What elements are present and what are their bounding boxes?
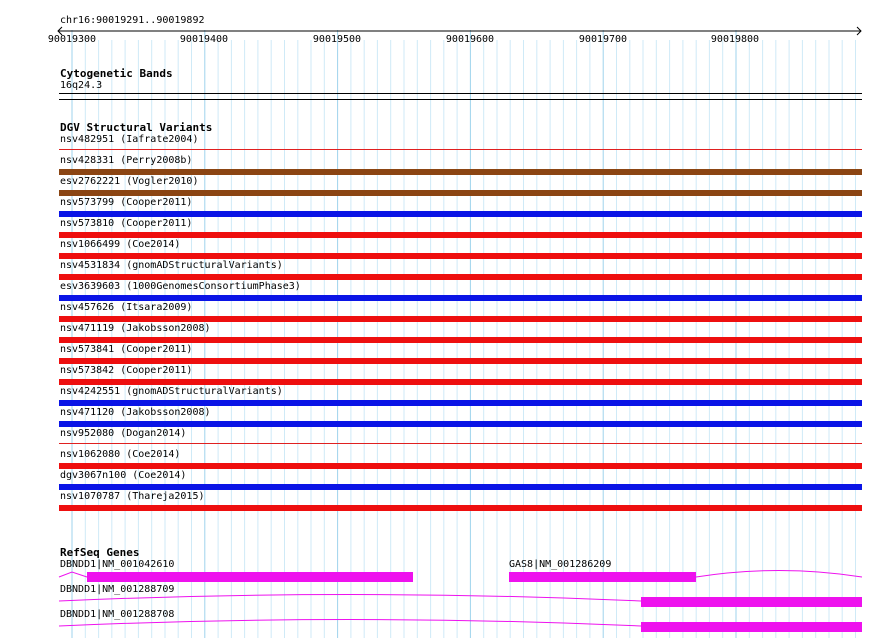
variant-label: dgv3067n100 (Coe2014) <box>60 470 187 481</box>
ruler-tick: 90019600 <box>445 34 495 45</box>
variant-label: nsv573842 (Cooper2011) <box>60 365 193 376</box>
variant-bar[interactable] <box>59 190 862 196</box>
ruler-tick: 90019400 <box>179 34 229 45</box>
variant-bar[interactable] <box>59 149 862 150</box>
variant-label: nsv1062080 (Coe2014) <box>60 449 181 460</box>
dgv-track-title: DGV Structural Variants <box>60 121 213 134</box>
variant-bar[interactable] <box>59 463 862 469</box>
variant-bar[interactable] <box>59 421 862 427</box>
variant-bar[interactable] <box>59 358 862 364</box>
variant-label: nsv1066499 (Coe2014) <box>60 239 181 250</box>
variant-label: nsv573799 (Cooper2011) <box>60 197 193 208</box>
variant-label: nsv482951 (Iafrate2004) <box>60 134 199 145</box>
track-divider <box>59 99 862 100</box>
variant-label: nsv471120 (Jakobsson2008) <box>60 407 211 418</box>
refseq-track-title: RefSeq Genes <box>60 546 140 559</box>
gene-exon-DBNDD1-NM_001288708[interactable] <box>641 622 862 632</box>
gene-label: DBNDD1|NM_001288708 <box>60 609 175 620</box>
variant-bar[interactable] <box>59 400 862 406</box>
variant-label: nsv471119 (Jakobsson2008) <box>60 323 211 334</box>
cytogenetic-bands-title: Cytogenetic Bands <box>60 67 173 80</box>
ruler-tick: 90019500 <box>312 34 362 45</box>
variant-label: nsv4242551 (gnomADStructuralVariants) <box>60 386 283 397</box>
variant-bar[interactable] <box>59 274 862 280</box>
location-label: chr16:90019291..90019892 <box>60 15 205 26</box>
variant-bar[interactable] <box>59 169 862 175</box>
variant-bar[interactable] <box>59 316 862 322</box>
variant-label: nsv573810 (Cooper2011) <box>60 218 193 229</box>
variant-bar[interactable] <box>59 211 862 217</box>
gene-exon-GAS8-NM_001286209[interactable] <box>509 572 696 582</box>
variant-bar[interactable] <box>59 337 862 343</box>
variant-bar[interactable] <box>59 232 862 238</box>
variant-bar[interactable] <box>59 295 862 301</box>
gene-label: GAS8|NM_001286209 <box>509 559 612 570</box>
ruler-tick: 90019700 <box>578 34 628 45</box>
ruler-tick: 90019800 <box>710 34 760 45</box>
variant-label: esv2762221 (Vogler2010) <box>60 176 199 187</box>
variant-label: esv3639603 (1000GenomesConsortiumPhase3) <box>60 281 301 292</box>
variant-bar[interactable] <box>59 379 862 385</box>
gene-label: DBNDD1|NM_001042610 <box>60 559 175 570</box>
variant-label: nsv4531834 (gnomADStructuralVariants) <box>60 260 283 271</box>
variant-label: nsv1070787 (Thareja2015) <box>60 491 205 502</box>
variant-label: nsv573841 (Cooper2011) <box>60 344 193 355</box>
variant-bar[interactable] <box>59 253 862 259</box>
variant-label: nsv952080 (Dogan2014) <box>60 428 187 439</box>
cytoband-label: 16q24.3 <box>60 80 103 91</box>
ruler-tick: 90019300 <box>47 34 97 45</box>
gene-label: DBNDD1|NM_001288709 <box>60 584 175 595</box>
variant-label: nsv457626 (Itsara2009) <box>60 302 193 313</box>
cytoband-bar[interactable] <box>59 93 862 94</box>
variant-bar[interactable] <box>59 484 862 490</box>
gene-exon-DBNDD1-NM_001042610[interactable] <box>87 572 413 582</box>
gene-intron-line <box>696 568 862 582</box>
gene-intron-line <box>59 570 89 582</box>
gene-intron-line <box>59 592 641 604</box>
variant-bar[interactable] <box>59 505 862 511</box>
gene-intron-line <box>59 617 641 629</box>
variant-bar[interactable] <box>59 443 862 444</box>
variant-label: nsv428331 (Perry2008b) <box>60 155 193 166</box>
gene-exon-DBNDD1-NM_001288709[interactable] <box>641 597 862 607</box>
